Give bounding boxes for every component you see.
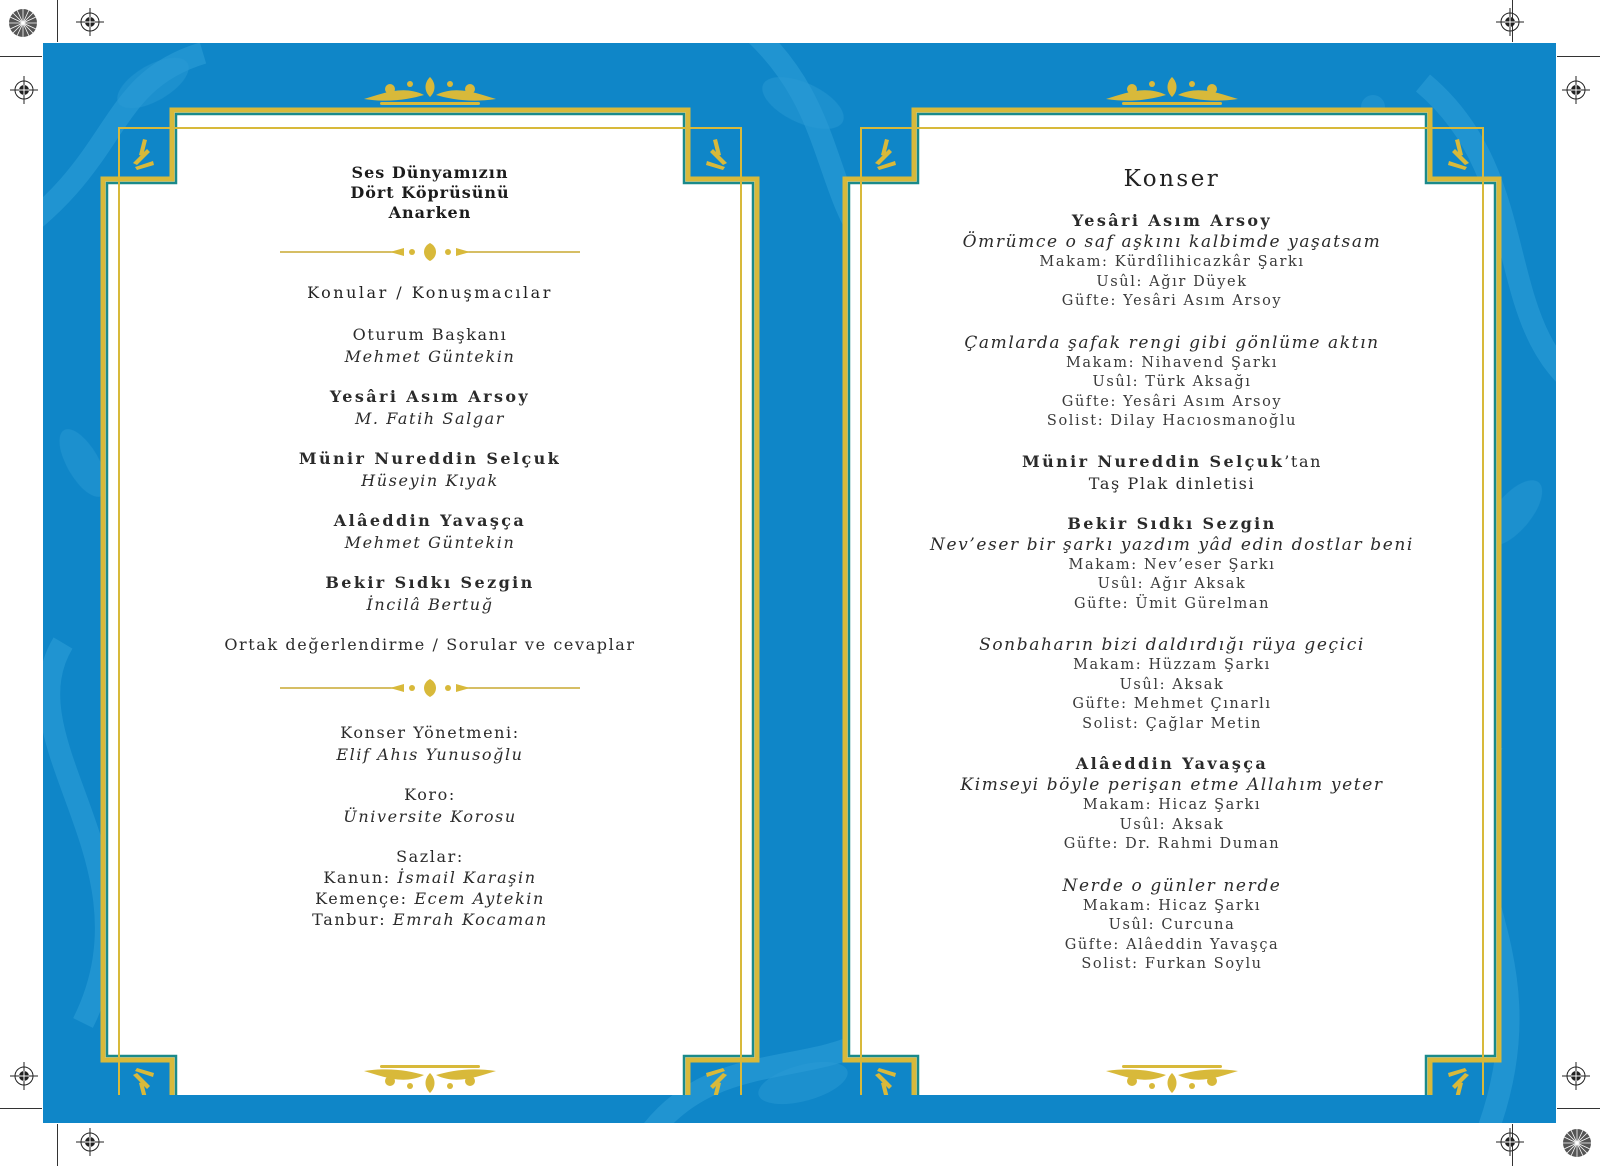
song-detail: Usûl: Aksak [1119,676,1225,693]
song-detail: Güfte: Ümit Gürelman [1073,595,1271,612]
divider-ornament-icon [280,677,580,699]
song-detail: Güfte: Mehmet Çınarlı [1072,696,1272,712]
instruments-label: Sazlar: [396,847,464,866]
crown-ornament-icon [1102,1061,1242,1095]
song-detail: Makam: Hicaz Şarkı [1082,897,1262,914]
song-detail: Usûl: Türk Aksağı [1092,374,1252,390]
instrument-player: İsmail Karaşin [397,868,537,887]
left-panel [95,75,765,1095]
closing-note: Ortak değerlendirme / Sorular ve cevaplar [224,635,636,654]
topic-title: Yesâri Asım Arsoy [329,387,531,406]
song-detail: Makam: Kürdîlihicazkâr Şarkı [1039,254,1305,270]
chair-name: Mehmet Güntekin [344,347,516,366]
instrument-row [185,868,675,888]
speaker-name: Mehmet Güntekin [344,533,516,552]
composer-name: Yesâri Asım Arsoy [1071,211,1273,230]
topic-title: Alâeddin Yavaşça [333,511,527,530]
crown-ornament-icon [360,75,500,109]
song-detail: Usûl: Ağır Aksak [1097,576,1247,592]
song-detail: Taş Plak dinletisi [1088,473,1256,493]
song-detail: Makam: Hicaz Şarkı [1082,797,1262,813]
instrument-player: Ecem Aytekin [414,889,545,908]
divider-ornament-icon [280,241,580,263]
right-content [897,165,1447,975]
song-title: Nev’eser bir şarkı yazdım yâd edin dostlar beni [930,534,1414,555]
topic-title: Bekir Sıdkı Sezgin [325,573,535,592]
speaker-name: Hüseyin Kıyak [361,471,499,490]
page-title-line-3: Anarken [388,203,472,222]
song-detail: Solist: Çağlar Metin [1082,715,1262,732]
song-title: Sonbaharın bizi daldırdığı rüya geçici [979,635,1365,655]
song-detail: Güfte: Yesâri Asım Arsoy [1061,293,1283,309]
instrument-label: Kanun: [323,868,391,887]
topic-title: Münir Nureddin Selçuk [298,449,562,468]
song-title: Kimseyi böyle perişan etme Allahım yeter [960,775,1384,795]
song-detail: Usûl: Ağır Düyek [1096,273,1248,290]
song-detail: Solist: Dilay Hacıosmanoğlu [1046,413,1298,429]
instrument-row [185,889,675,909]
section-heading: Konular / Konuşmacılar [307,283,553,302]
song-title: Çamlarda şafak rengi gibi gönlüme aktın [964,332,1380,353]
page-title-line-2: Dört Köprüsünü [350,183,510,202]
speaker-name: İncilâ Bertuğ [366,595,494,614]
song-detail: Güfte: Yesâri Asım Arsoy [1061,393,1283,410]
song-detail: Usûl: Aksak [1119,816,1225,833]
song-detail: Solist: Furkan Soylu [1081,956,1263,972]
concert-title: Konser [1123,166,1221,192]
song-detail: Makam: Nihavend Şarkı [1065,354,1278,371]
composer-name [897,452,1447,472]
speaker-name: M. Fatih Salgar [354,409,506,428]
instrument-label: Tanbur: [312,910,387,929]
crown-ornament-icon [1102,75,1242,109]
song-title: Ömrümce o saf aşkını kalbimde yaşatsam [962,232,1382,252]
song-detail: Usûl: Curcuna [1108,917,1236,933]
choir-name: Üniversite Korosu [343,807,517,826]
song-detail: Makam: Hüzzam Şarkı [1073,657,1271,673]
page-title-line-1: Ses Dünyamızın [351,163,509,182]
choir-label: Koro: [404,785,456,804]
instrument-player: Emrah Kocaman [392,910,548,929]
right-panel [837,75,1507,1095]
director-name: Elif Ahıs Yunusoğlu [336,745,524,764]
song-title: Nerde o günler nerde [1062,875,1282,896]
instrument-label: Kemençe: [315,889,408,908]
crown-ornament-icon [360,1061,500,1095]
instrument-row [185,910,675,930]
composer-name-bold: Münir Nureddin Selçuk [1021,451,1285,471]
composer-name: Alâeddin Yavaşça [1075,754,1269,773]
song-detail: Makam: Nev’eser Şarkı [1068,556,1276,573]
chair-label: Oturum Başkanı [352,325,508,344]
director-label: Konser Yönetmeni: [340,723,520,742]
composer-name: Bekir Sıdkı Sezgin [1067,513,1277,533]
composer-suffix: ’tan [1284,451,1323,471]
song-detail: Güfte: Alâeddin Yavaşça [1064,936,1280,953]
left-content [185,163,675,930]
song-detail: Güfte: Dr. Rahmi Duman [1063,836,1281,852]
